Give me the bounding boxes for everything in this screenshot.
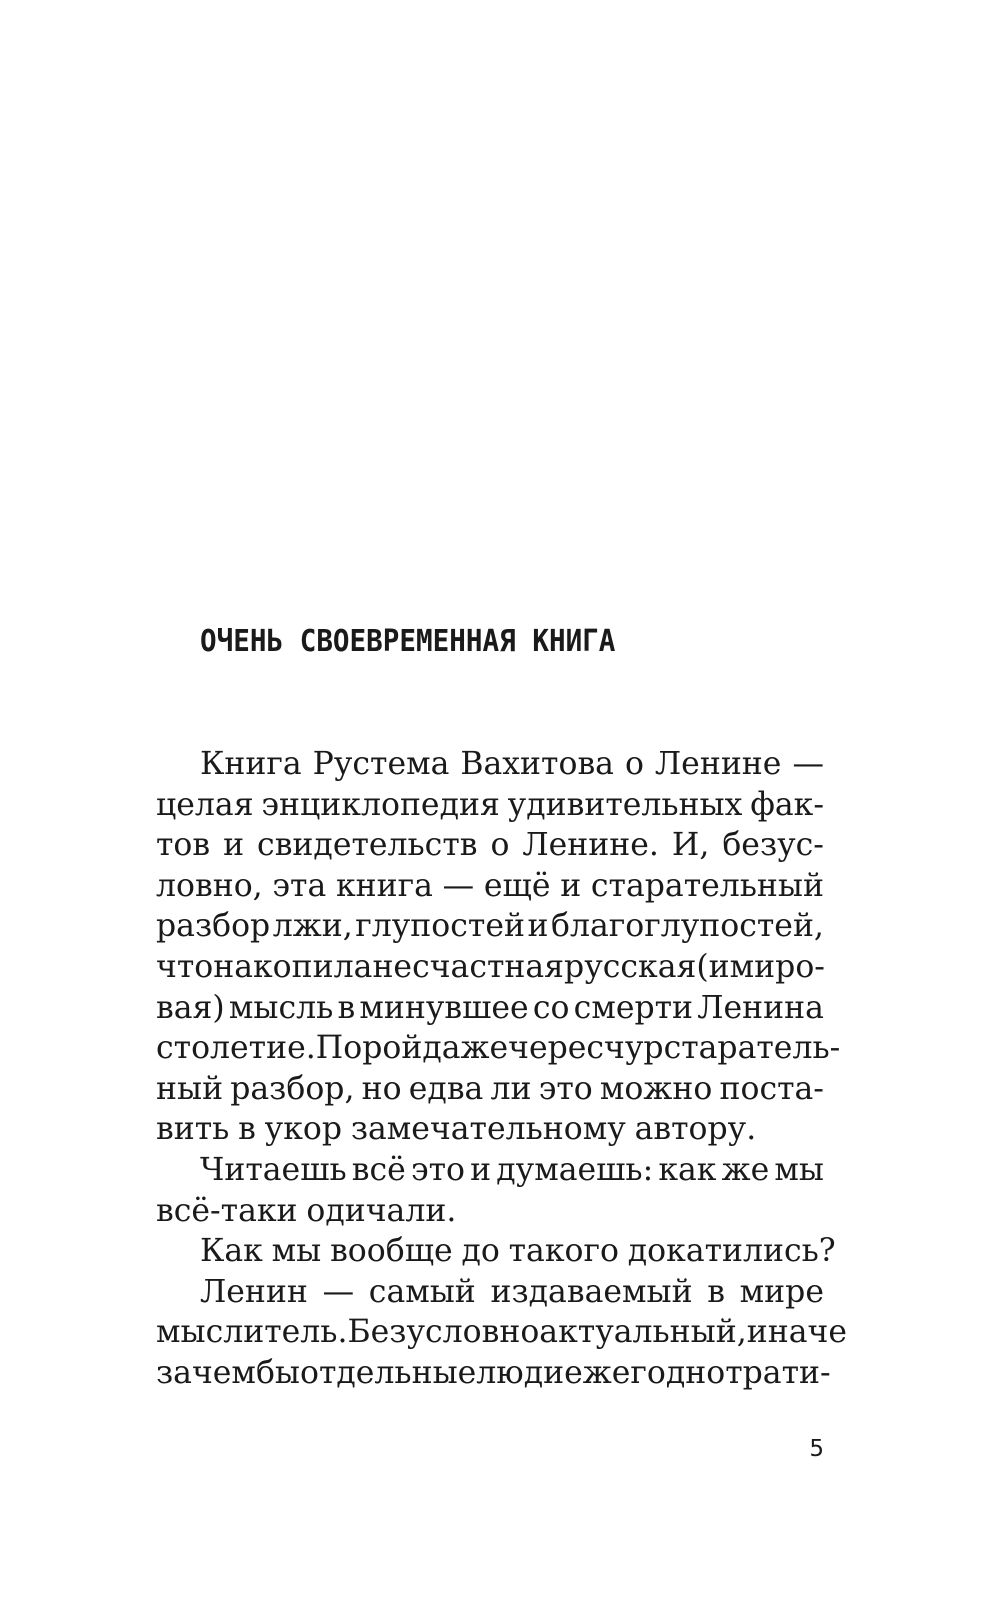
text-word: Ленин <box>200 1273 308 1310</box>
text-word: и <box>527 908 549 945</box>
text-word: но <box>361 1070 402 1107</box>
text-word: старательный <box>590 867 824 904</box>
text-line <box>156 825 824 866</box>
text-word: же <box>721 1151 770 1188</box>
text-word: и <box>560 867 582 904</box>
text-word: минувшее <box>359 989 529 1026</box>
text-line <box>156 1272 824 1313</box>
text-word: мы <box>271 1233 322 1270</box>
text-word: актуальный, <box>539 1314 747 1351</box>
text-line <box>156 906 824 947</box>
text-word: Книга <box>200 746 302 782</box>
text-line <box>156 988 824 1029</box>
text-word: бы <box>255 1354 300 1391</box>
text-word: о <box>624 746 644 782</box>
text-word: Ленине <box>654 746 782 782</box>
text-word: удивительных <box>507 786 743 823</box>
text-word: И, <box>671 827 710 864</box>
text-word: Ленине. <box>522 827 659 864</box>
text-word: Вахитова <box>460 746 614 782</box>
text-word: такого <box>508 1233 619 1270</box>
text-word: и <box>470 1151 492 1188</box>
text-word: мире <box>739 1273 824 1310</box>
text-word: смерти <box>573 989 694 1026</box>
text-line <box>156 947 824 988</box>
text-word: русская <box>564 948 697 985</box>
text-word: мы <box>774 1151 824 1188</box>
text-word: ещё <box>483 867 551 904</box>
text-word: эта <box>272 867 327 904</box>
text-word: одичали. <box>306 1192 457 1229</box>
text-word: благоглупостей, <box>551 908 824 945</box>
text-word: накопила <box>213 948 373 985</box>
text-word: разбор <box>156 908 271 945</box>
text-word: лжи, <box>272 908 353 945</box>
text-word: это <box>538 1070 593 1107</box>
text-word: как <box>658 1151 717 1188</box>
body-text <box>156 744 847 1394</box>
text-word: трати- <box>725 1354 831 1391</box>
chapter-heading: ОЧЕНЬ СВОЕВРЕМЕННАЯ КНИГА <box>200 624 616 659</box>
text-word: безус- <box>722 827 824 864</box>
text-word: самый <box>368 1273 476 1310</box>
text-word: до <box>461 1233 500 1270</box>
text-line <box>156 1150 824 1191</box>
text-word: ежегодно <box>564 1354 726 1391</box>
text-line <box>156 785 824 826</box>
text-word: Рустема <box>312 746 450 782</box>
text-word: Как <box>200 1233 263 1270</box>
text-word: вить <box>156 1111 230 1148</box>
text-word: вообще <box>330 1233 453 1270</box>
text-word: что <box>156 948 214 985</box>
text-word: даже <box>422 1030 509 1067</box>
text-word: свидетельств <box>257 827 478 864</box>
text-word: энциклопедия <box>261 786 500 823</box>
text-word: книга <box>335 867 433 904</box>
text-word: целая <box>156 786 254 823</box>
text-word: мысль <box>228 989 334 1026</box>
text-word: Читаешь <box>200 1151 347 1188</box>
text-word: Безусловно <box>347 1314 540 1351</box>
text-line <box>156 1191 824 1232</box>
text-word: иначе <box>746 1314 847 1351</box>
text-word: укор <box>264 1111 343 1148</box>
text-line <box>156 1028 841 1069</box>
text-line <box>156 744 824 785</box>
text-word: всё-таки <box>156 1192 298 1229</box>
text-word: замечательному <box>350 1111 626 1148</box>
text-word: — <box>792 746 824 782</box>
text-word: зачем <box>156 1354 256 1391</box>
text-word: ный <box>156 1070 224 1107</box>
text-line <box>156 1109 824 1150</box>
text-word: (и <box>696 948 730 985</box>
text-word: в <box>337 989 356 1026</box>
text-word: докатились? <box>627 1233 836 1270</box>
text-word: глупостей <box>355 908 525 945</box>
text-word: в <box>707 1273 725 1310</box>
text-word: всё <box>351 1151 406 1188</box>
text-word: старатель- <box>663 1030 841 1067</box>
text-word: миро- <box>729 948 825 985</box>
text-line <box>156 1231 836 1272</box>
text-word: о <box>490 827 510 864</box>
text-word: и <box>223 827 245 864</box>
text-word: думаешь: <box>496 1151 654 1188</box>
text-word: — <box>442 867 475 904</box>
text-word: ли <box>490 1070 532 1107</box>
text-word: поста- <box>719 1070 824 1107</box>
text-word: это <box>410 1151 465 1188</box>
text-word: — <box>322 1273 355 1310</box>
text-word: столетие. <box>156 1030 316 1067</box>
text-word: разбор, <box>230 1070 355 1107</box>
text-word: вая) <box>156 989 225 1026</box>
text-word: несчастная <box>372 948 565 985</box>
text-word: Порой <box>315 1030 423 1067</box>
text-word: чересчур <box>508 1030 664 1067</box>
text-word: автору. <box>634 1111 757 1148</box>
text-word: в <box>238 1111 256 1148</box>
text-line <box>156 1312 847 1353</box>
text-word: едва <box>408 1070 484 1107</box>
text-word: издаваемый <box>490 1273 693 1310</box>
text-word: отдельные <box>299 1354 477 1391</box>
text-word: тов <box>156 827 211 864</box>
text-word: со <box>532 989 570 1026</box>
text-word: ловно, <box>156 867 263 904</box>
text-word: мыслитель. <box>156 1314 348 1351</box>
text-line <box>156 866 824 907</box>
text-line <box>156 1069 824 1110</box>
text-word: можно <box>599 1070 713 1107</box>
page-number: 5 <box>809 1436 824 1462</box>
text-line <box>156 1353 831 1394</box>
text-word: фак- <box>750 786 824 823</box>
text-word: люди <box>476 1354 565 1391</box>
text-word: Ленина <box>697 989 824 1026</box>
